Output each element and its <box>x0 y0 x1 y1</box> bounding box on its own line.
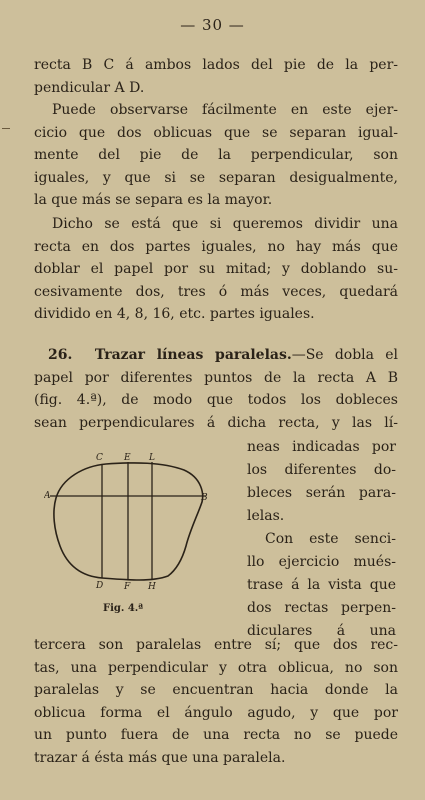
text-line: bleces serán para- <box>247 485 396 501</box>
text-line: llo ejercicio mués- <box>247 554 396 570</box>
label-b: B <box>201 493 208 503</box>
label-l: L <box>149 453 155 463</box>
figure-4-diagram <box>44 450 214 625</box>
text-line: (fig. 4.ª), de modo que todos los dobleces <box>34 392 398 408</box>
text-line: sean perpendiculares á dicha recta, y las lí- <box>34 414 398 431</box>
text-line: oblicua forma el ángulo agudo, y que por <box>34 704 398 721</box>
text-line: cicio que dos oblicuas que se separan igual- <box>34 124 398 141</box>
text-line: doblar el papel por su mitad; y doblando su- <box>34 261 398 277</box>
text-line: trase á la vista que <box>247 577 396 593</box>
intro-paragraph <box>34 54 398 99</box>
text-line: paralelas y se encuentran hacia donde la <box>34 682 398 698</box>
text-line: recta B C á ambos lados del pie de la per- <box>34 57 398 73</box>
text-line: la que más se separa es la mayor. <box>34 192 273 208</box>
label-c: C <box>96 453 103 463</box>
text-line: recta en dos partes iguales, no hay más que <box>34 238 398 255</box>
text-line: —Se dobla el <box>291 347 398 363</box>
paragraph-oblicuas <box>34 99 398 212</box>
label-h: H <box>148 582 156 592</box>
text-line: trazar á ésta más que una paralela. <box>34 749 286 766</box>
margin-mark <box>2 128 10 129</box>
figure-caption: Fig. 4.ª <box>103 603 144 614</box>
text-line: papel por diferentes puntos de la recta A B <box>34 369 398 386</box>
text-line: cesivamente dos, tres ó más veces, quedará <box>34 283 398 300</box>
text-line: neas indicadas por <box>247 439 396 455</box>
text-line: Puede observarse fácilmente en este ejer- <box>52 102 398 118</box>
section-26 <box>34 344 398 434</box>
text-line: los diferentes do- <box>247 462 396 478</box>
text-line: dividido en 4, 8, 16, etc. partes iguales. <box>34 306 315 322</box>
section-number: 26. <box>48 347 73 363</box>
label-f: F <box>124 582 131 592</box>
text-line: dos rectas perpen- <box>247 600 396 616</box>
text-line: Dicho se está que si queremos dividir una <box>52 216 398 232</box>
section-first-line <box>34 344 398 367</box>
text-line: lelas. <box>247 508 285 524</box>
text-line: Con este senci- <box>265 531 396 547</box>
text-line: iguales, y que si se separan desigualmente, <box>34 169 398 186</box>
page-number: — 30 — <box>180 16 245 34</box>
text-line: un punto fuera de una recta no se puede <box>34 727 398 743</box>
text-line: mente del pie de la perpendicular, son <box>34 147 398 163</box>
label-a: A <box>44 491 51 501</box>
paragraph-conclusion <box>34 634 398 769</box>
paragraph-dividir <box>34 213 398 326</box>
figure-side-text <box>247 436 396 643</box>
section-heading: Trazar líneas paralelas. <box>94 347 292 363</box>
text-line: pendicular A D. <box>34 79 145 96</box>
text-line: tas, una perpendicular y otra oblicua, no son <box>34 659 398 676</box>
label-e: E <box>124 453 131 463</box>
label-d: D <box>96 581 104 591</box>
text-line: tercera son paralelas entre sí; que dos rec- <box>34 637 398 653</box>
text-line: diculares á una <box>247 623 396 639</box>
